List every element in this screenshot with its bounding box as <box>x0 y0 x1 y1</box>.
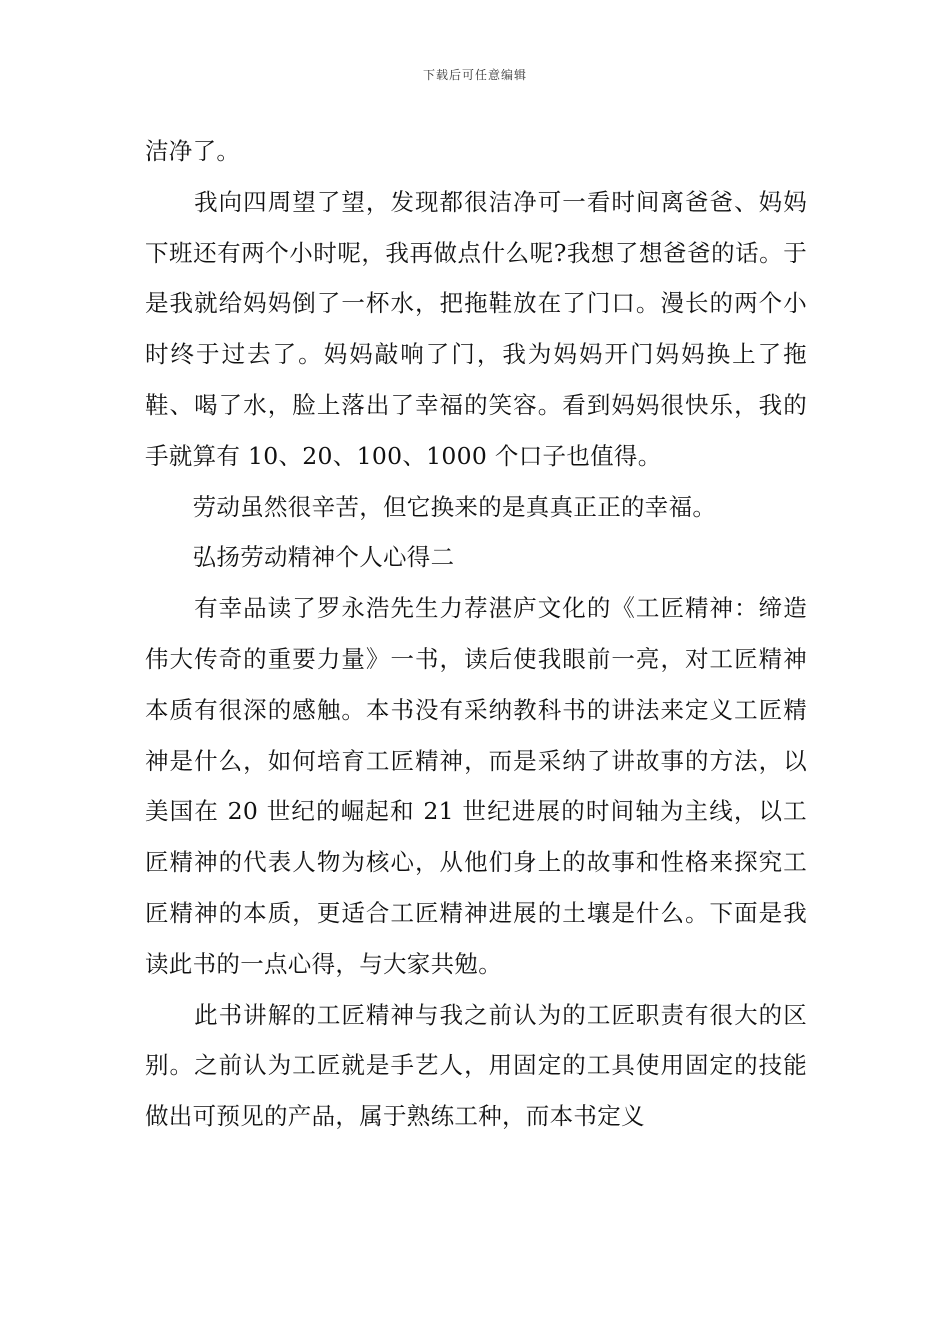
paragraph-continuation: 洁净了。 <box>145 137 241 165</box>
paragraph-story: 我向四周望了望，发现都很洁净可一看时间离爸爸、妈妈下班还有两个小时呢，我再做点什么呢?我想了想爸爸的话。于是我就给妈妈倒了一杯水，把拖鞋放在了门口。漫长的两个小时终于过去了。妈妈敲响了门，我为妈妈开门妈妈换上了拖鞋、喝了水，脸上落出了幸福的笑容。看到妈妈很快乐，我的手就算有 10、20、100、1000 个口子也值得。 <box>145 187 807 470</box>
section-heading: 弘扬劳动精神个人心得二 <box>145 543 455 572</box>
paragraph-book-intro: 有幸品读了罗永浩先生力荐湛庐文化的《工匠精神：缔造伟大传奇的重要力量》一书，读后使我眼前一亮，对工匠精神本质有很深的感触。本书没有采纳教科书的讲法来定义工匠精神是什么，如何培育工匠精神，而是采纳了讲故事的方法，以美国在 20 世纪的崛起和 21 世纪进展的时间轴为主线，以工匠精神的代表人物为核心，从他们身上的故事和性格来探究工匠精神的本质，更适合工匠精神进展的土壤是什么。下面是我读此书的一点心得，与大家共勉。 <box>145 594 807 978</box>
paragraph-conclusion: 劳动虽然很辛苦，但它换来的是真真正正的幸福。 <box>145 492 717 521</box>
document-body <box>145 126 807 1142</box>
page-header-note: 下载后可任意编辑 <box>422 68 527 82</box>
paragraph-book-analysis: 此书讲解的工匠精神与我之前认为的工匠职责有很大的区别。之前认为工匠就是手艺人，用固定的工具使用固定的技能做出可预见的产品，属于熟练工种，而本书定义 <box>145 1000 807 1131</box>
